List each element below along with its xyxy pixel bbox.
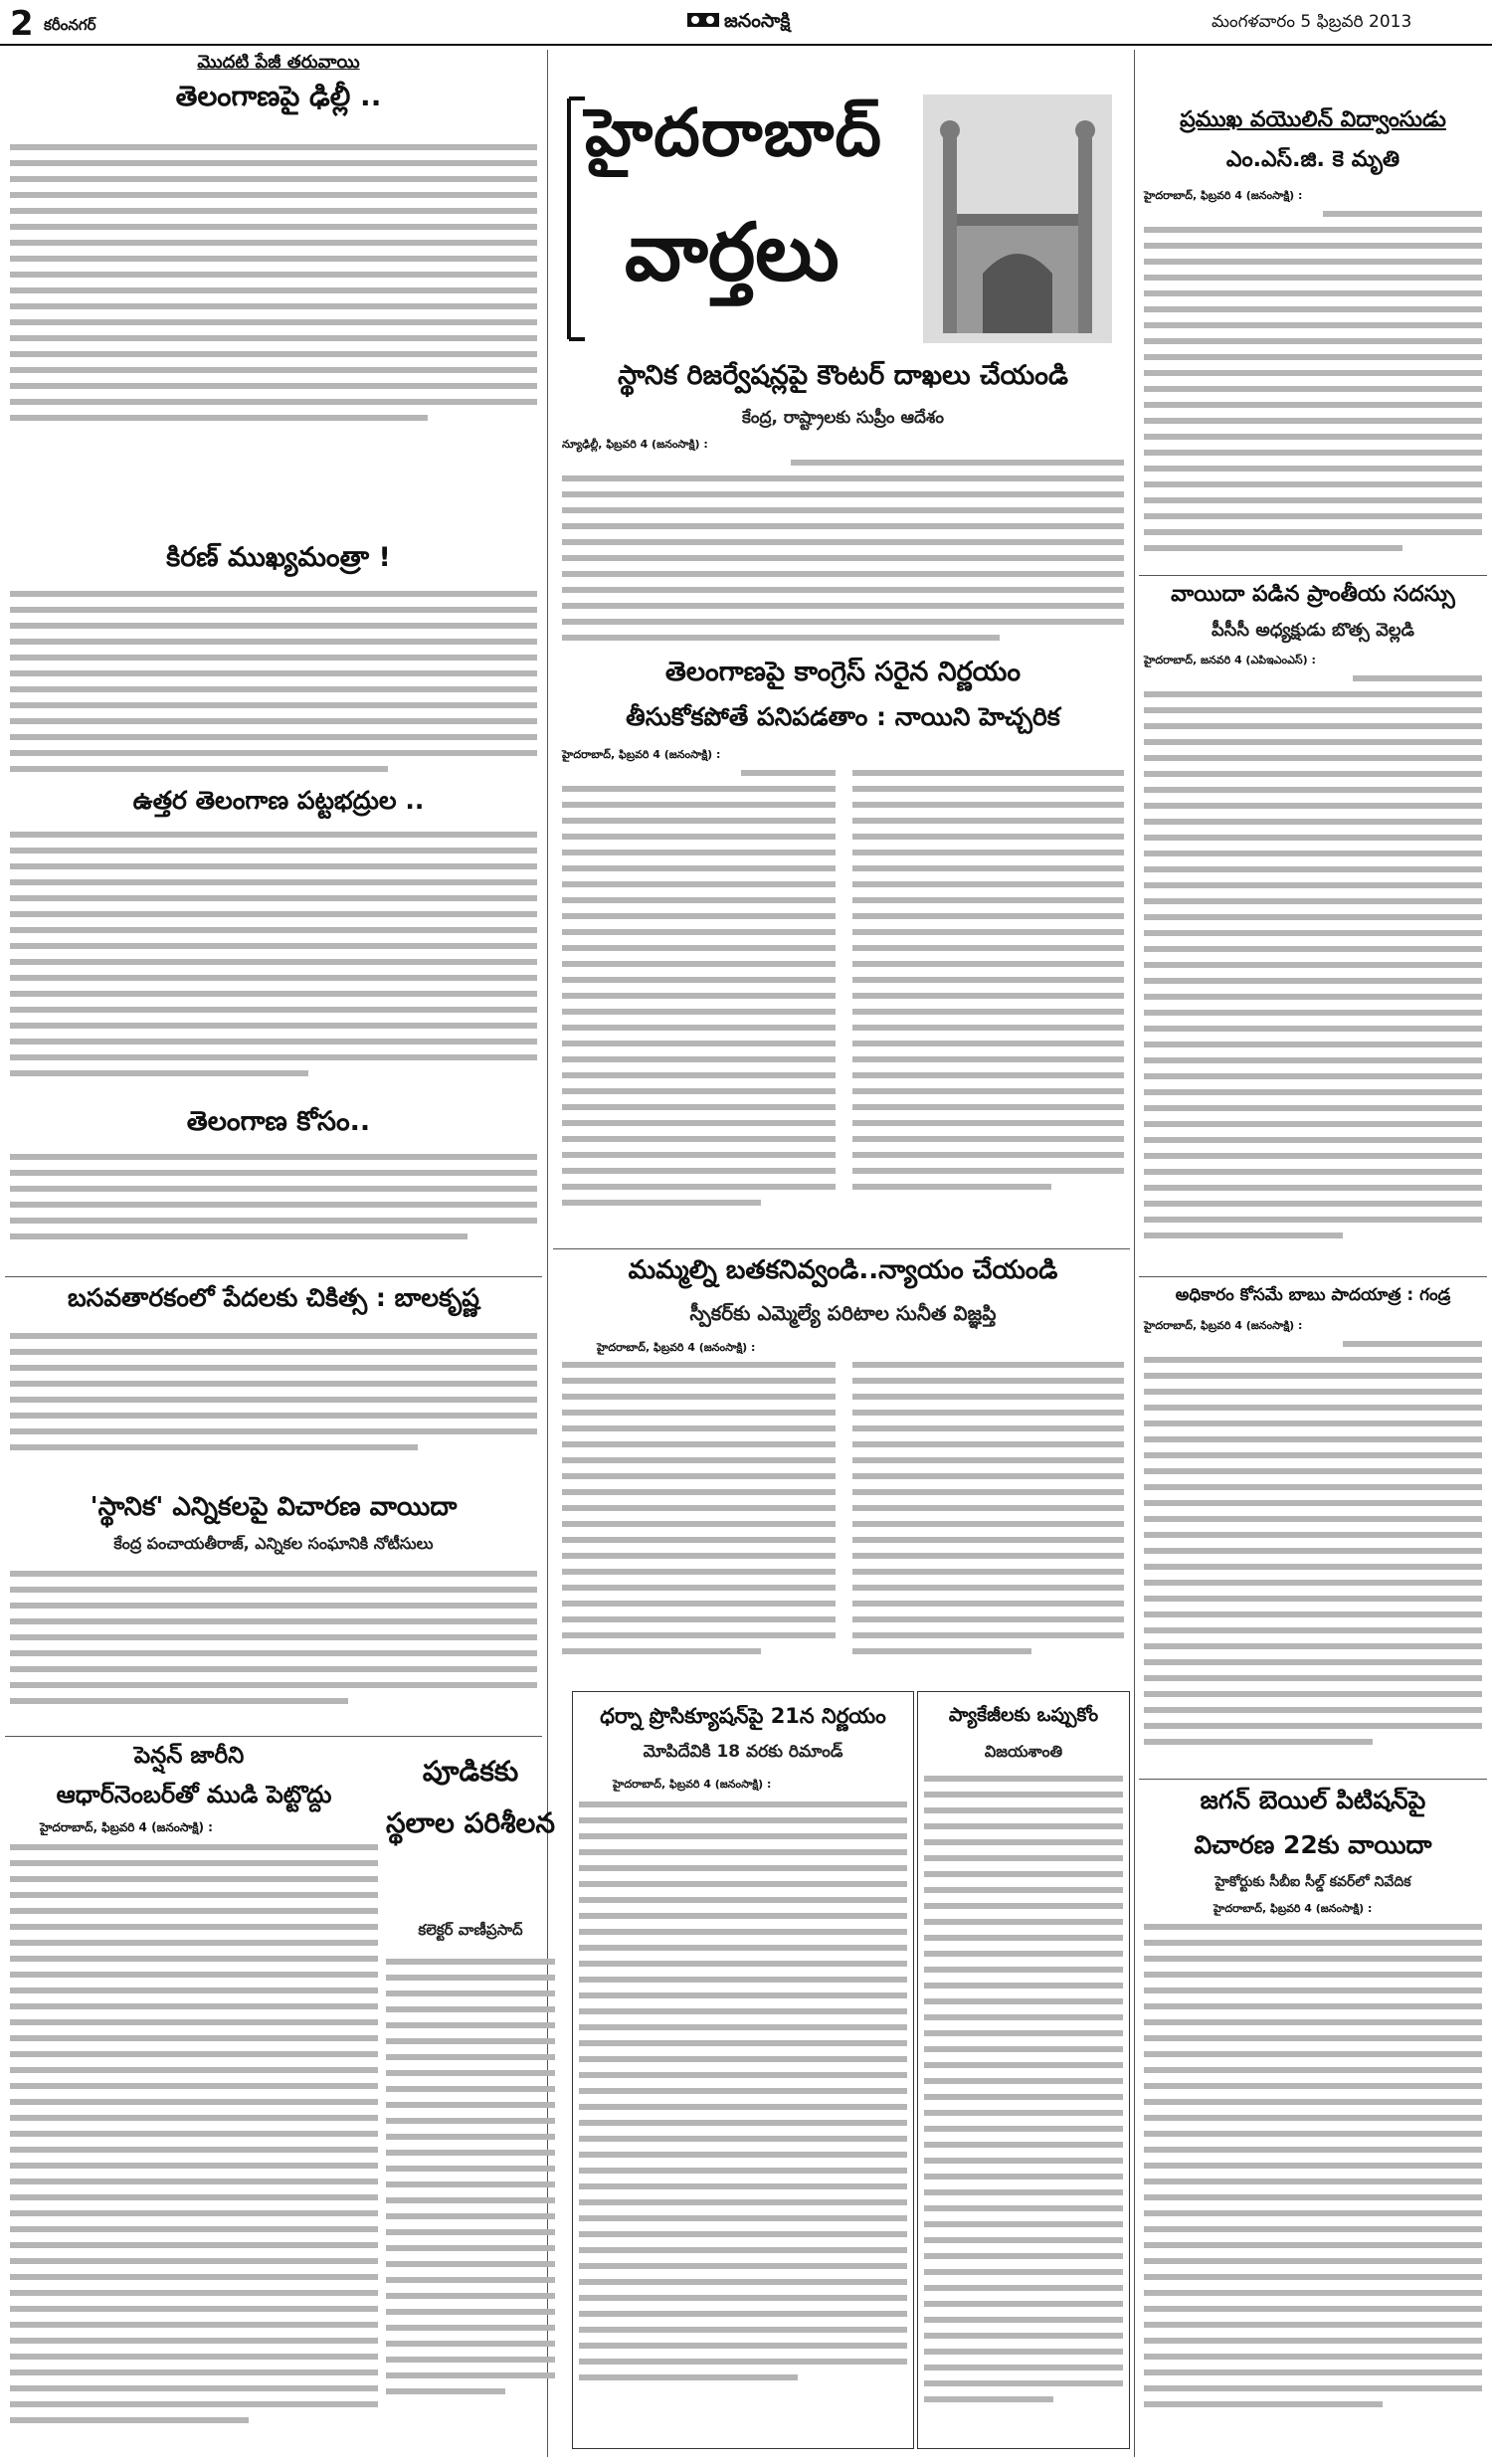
article-body bbox=[1144, 207, 1482, 565]
filler-text-block bbox=[10, 124, 537, 140]
headline-local-reservations: స్థానిక రిజర్వేషన్లపై కౌంటర్ దాఖలు చేయండి bbox=[618, 360, 1068, 391]
edition-name: కరీంనగర్ bbox=[44, 16, 96, 34]
masthead bbox=[0, 0, 1492, 46]
headline-jagan-line2: విచారణ 22కు వాయిదా bbox=[1194, 1830, 1432, 1859]
article-body bbox=[10, 1840, 378, 2447]
page-number: 2 bbox=[10, 4, 34, 44]
hyderabad-news-banner bbox=[565, 95, 1122, 343]
dateline: హైదరాబాద్, ఫిబ్రవరి 4 (జనంసాక్షి) : bbox=[40, 1820, 213, 1834]
pudika-story bbox=[386, 1746, 565, 2442]
dateline: హైదరాబాద్, జనవరి 4 (ఎపిఇఎంఎస్) : bbox=[1144, 654, 1316, 666]
headline-violinist: ప్రముఖ వయొలిన్ విద్వాంసుడు bbox=[1180, 107, 1446, 132]
dateline: హైదరాబాద్, ఫిబ్రవరి 4 (జనంసాక్షి) : bbox=[597, 1341, 756, 1354]
article-body bbox=[386, 1955, 555, 2432]
headline-basavatarakam: బసవతారకంలో పేదలకు చికిత్స : బాలకృష్ణ bbox=[67, 1283, 479, 1312]
dateline: హైదరాబాద్, ఫిబ్రవరి 4 (జనంసాక్షి) : bbox=[613, 1778, 772, 1791]
article-body bbox=[562, 456, 1124, 655]
subhead-local-polls: కేంద్ర పంచాయతీరాజ్, ఎన్నికల సంఘానికి నోటీసులు bbox=[113, 1534, 434, 1553]
article-body bbox=[579, 1798, 907, 2424]
dateline: హైదరాబాద్, ఫిబ్రవరి 4 (జనంసాక్షి) : bbox=[1213, 1902, 1373, 1915]
article-body bbox=[562, 766, 1124, 1243]
dateline: న్యూఢిల్లీ, ఫిబ్రవరి 4 (జనంసాక్షి) : bbox=[562, 438, 708, 451]
headline-pension-line2: ఆధార్‌నెంబర్‌తో ముడి పెట్టొద్దు bbox=[56, 1781, 332, 1808]
article-body bbox=[10, 828, 537, 1096]
banner-title-line2: వార్తలు bbox=[625, 206, 839, 298]
headline-sunitha: మమ్మల్ని బతకనివ్వండి..న్యాయం చేయండి bbox=[628, 1255, 1058, 1285]
article-body bbox=[924, 1772, 1123, 2448]
article-body bbox=[10, 1567, 537, 1726]
subhead-cbi-report: హైకోర్టుకు సీబీఐ సీల్డ్ కవర్‌లో నివేదిక bbox=[1214, 1874, 1411, 1890]
package-story-box bbox=[917, 1691, 1130, 2449]
headline-jagan-line1: జగన్ బెయిల్ పిటిషన్‌పై bbox=[1200, 1786, 1426, 1814]
section-divider bbox=[5, 1736, 542, 1737]
article-body bbox=[10, 124, 537, 423]
dharna-story-box bbox=[572, 1691, 914, 2449]
dateline: హైదరాబాద్, ఫిబ్రవరి 4 (జనంసాక్షి) : bbox=[1144, 1319, 1303, 1332]
article-body bbox=[10, 1150, 537, 1259]
headline-gandra: అధికారం కోసమే బాబు పాదయాత్ర : గండ్ర bbox=[1175, 1285, 1451, 1305]
subhead-botsa: పీసీసీ అధ్యక్షుడు బొత్స వెల్లడి bbox=[1212, 620, 1414, 641]
headline-north-telangana-graduates: ఉత్తర తెలంగాణ పట్టభద్రుల .. bbox=[132, 786, 425, 815]
headline-pension-line1: పెన్షన్ జారీని bbox=[133, 1743, 245, 1769]
section-divider bbox=[1139, 1276, 1487, 1277]
dateline: హైదరాబాద్, ఫిబ్రవరి 4 (జనంసాక్షి) : bbox=[1144, 189, 1303, 202]
charminar-image bbox=[923, 95, 1112, 343]
headline-for-telangana: తెలంగాణ కోసం.. bbox=[186, 1106, 371, 1137]
article-body bbox=[1144, 1337, 1482, 1775]
headline-regional-meeting: వాయిదా పడిన ప్రాంతీయ సదస్సు bbox=[1171, 582, 1455, 607]
section-divider bbox=[553, 1248, 1130, 1249]
headline-local-polls-hearing: 'స్థానిక' ఎన్నికలపై విచారణ వాయిదా bbox=[90, 1492, 458, 1522]
headline-dharna: ధర్నా ప్రొసిక్యూషన్‌పై 21న నిర్ణయం bbox=[600, 1704, 886, 1728]
headline-package: ప్యాకేజీలకు ఒప్పుకోం bbox=[948, 1704, 1099, 1726]
subhead-collector: కలెక్టర్ వాణీప్రసాద్ bbox=[418, 1921, 523, 1939]
article-body bbox=[10, 1329, 537, 1478]
article-body bbox=[1144, 671, 1482, 1268]
subhead-sunitha: స్పీకర్‌కు ఎమ్మెల్యే పరిటాల సునీత విజ్ఞప్తి bbox=[689, 1301, 997, 1325]
subhead-mopidevi: మోపిదేవికి 18 వరకు రిమాండ్ bbox=[643, 1742, 843, 1762]
subhead-violinist-name: ఎం.ఎస్.జి. కె మృతి bbox=[1225, 147, 1400, 172]
headline-kiran-cm: కిరణ్ ముఖ్యమంత్రా ! bbox=[166, 542, 391, 573]
text-lines bbox=[10, 140, 537, 423]
dateline: హైదరాబాద్, ఫిబ్రవరి 4 (జనంసాక్షి) : bbox=[562, 748, 721, 761]
headline-nayini-line1: తెలంగాణపై కాంగ్రెస్ సరైన నిర్ణయం bbox=[664, 657, 1022, 687]
column-rule bbox=[1134, 50, 1135, 2457]
section-divider bbox=[5, 1276, 542, 1277]
paper-name: జనంసాక్షి bbox=[724, 10, 791, 32]
issue-date: మంగళవారం 5 ఫిబ్రవరి 2013 bbox=[1212, 12, 1412, 32]
section-divider bbox=[1139, 575, 1487, 576]
section-divider bbox=[1139, 1779, 1487, 1780]
continued-label: మొదటి పేజీ తరువాయి bbox=[197, 52, 360, 73]
headline-pudika: పూడికకు స్థలాల పరిశీలన bbox=[386, 1755, 555, 1839]
banner-title-line1: హైదరాబాద్ bbox=[585, 95, 882, 171]
article-body bbox=[562, 1358, 1124, 1676]
subhead-supreme-court: కేంద్ర, రాష్ట్రాలకు సుప్రీం ఆదేశం bbox=[742, 408, 944, 428]
logo-icon bbox=[686, 10, 720, 30]
headline-nayini-line2: తీసుకోకపోతే పనిపడతాం : నాయిని హెచ్చరిక bbox=[626, 702, 1060, 731]
article-body bbox=[10, 587, 537, 786]
subhead-vijayashanti: విజయశాంతి bbox=[984, 1742, 1063, 1761]
headline-telangana-delhi: తెలంగాణపై ఢిల్లీ .. bbox=[175, 80, 382, 112]
article-body bbox=[1144, 1920, 1482, 2447]
